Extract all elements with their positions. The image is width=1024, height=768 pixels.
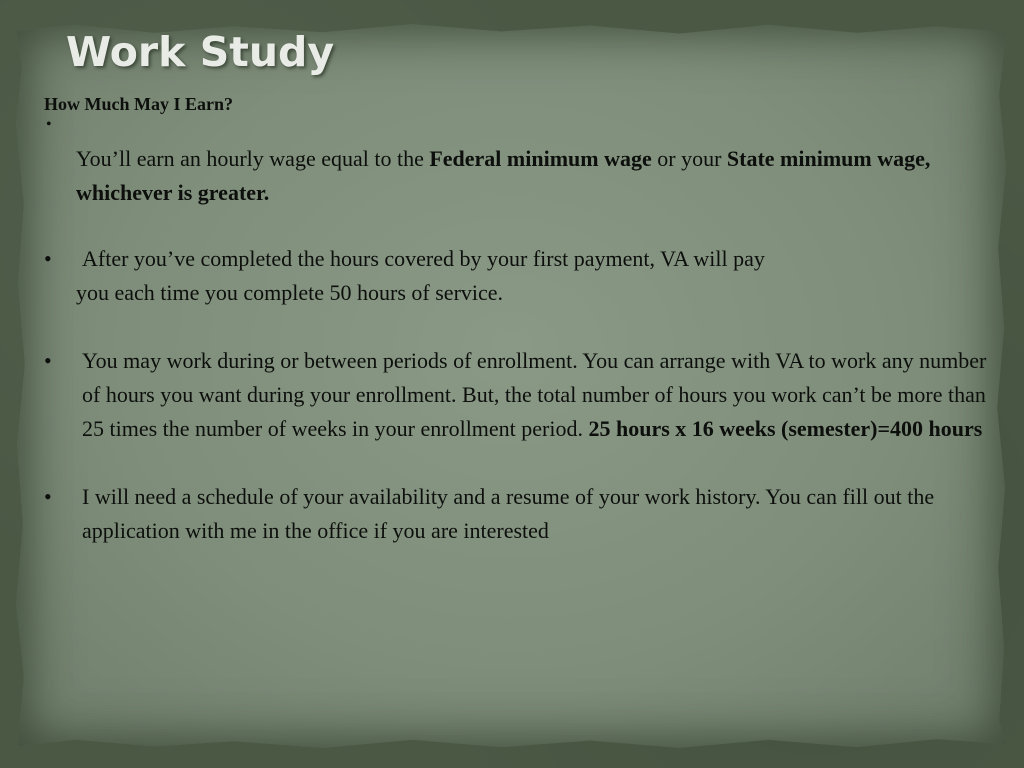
hours-calculation-bold: 25 hours x 16 weeks (semester)=400 hours bbox=[588, 416, 983, 441]
subheading: How Much May I Earn? bbox=[44, 94, 233, 114]
wage-text-2: or your bbox=[651, 146, 727, 171]
bullet-payment bbox=[44, 242, 994, 310]
wage-text-1: You’ll earn an hourly wage equal to the bbox=[76, 146, 430, 171]
bullet-marker: • bbox=[44, 246, 52, 271]
state-wage-bold: State minimum wage, whichever is greater. bbox=[76, 146, 931, 205]
bullet-schedule bbox=[44, 480, 994, 548]
bullet-marker: • bbox=[44, 484, 52, 509]
bullet-schedule-text: I will need a schedule of your availability and a resume of your work history. You can fill out the application with me in the office if you are interested bbox=[82, 484, 935, 543]
wage-paragraph bbox=[44, 142, 994, 210]
federal-wage-bold: Federal minimum wage bbox=[429, 146, 652, 171]
bullet-payment-line2: you each time you complete 50 hours of service. bbox=[76, 280, 504, 305]
empty-bullet: • bbox=[46, 116, 52, 133]
bullet-enrollment-text: You may work during or between periods of enrollment. You can arrange with VA to work any number of hours you want during your enrollment. But, the total number of hours you work can’t be more than 25 times the number of weeks in your enrollment period. bbox=[82, 348, 987, 441]
bullet-payment-line1: After you’ve completed the hours covered by your first payment, VA will pay bbox=[82, 246, 765, 271]
slide-title: Work Study bbox=[66, 28, 335, 76]
slide-content bbox=[44, 92, 994, 548]
bullet-enrollment bbox=[44, 344, 994, 446]
bullet-marker: • bbox=[44, 348, 52, 373]
